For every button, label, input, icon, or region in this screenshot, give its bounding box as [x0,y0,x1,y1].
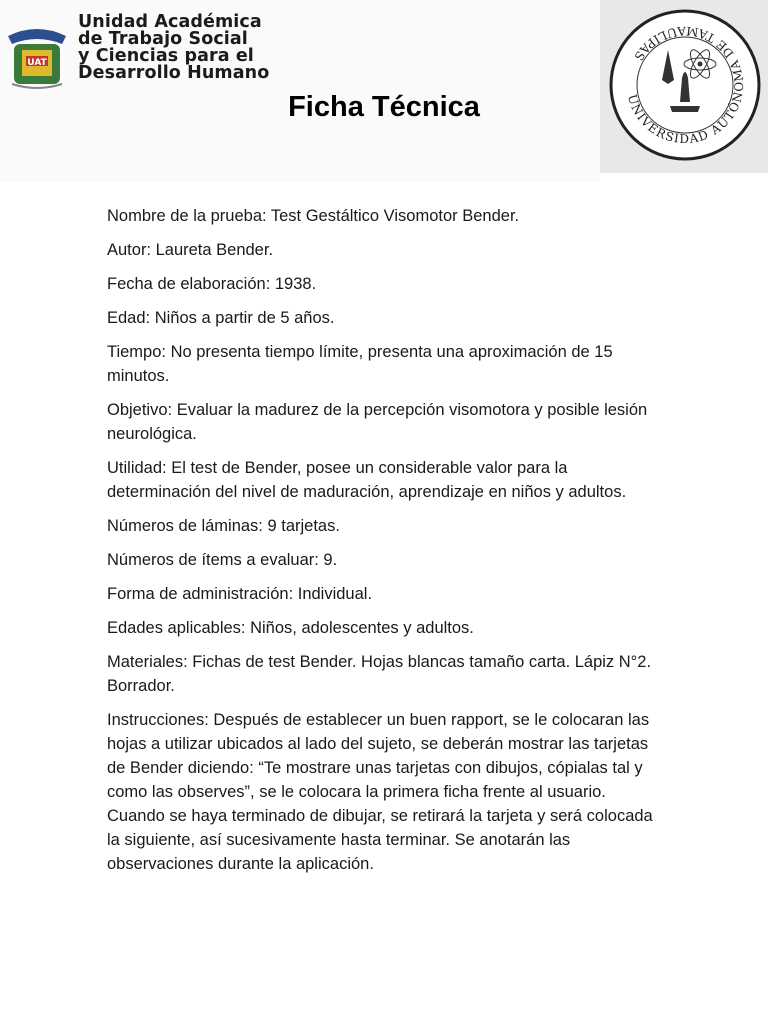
org-line: y Ciencias para el [78,46,254,66]
field-utilidad: Utilidad: El test de Bender, posee un considerable valor para la determinación del nivel de maduración, aprendizaje en niños y adultos. [107,459,627,501]
seal-lettering: UNIVERSIDAD AUTÓNOMA DE TAMAULIPAS [624,23,747,147]
org-line: Unidad Académica [78,12,262,32]
field-nombre: Nombre de la prueba: Test Gestáltico Visomotor Bender. [107,207,520,225]
seal-box [600,0,768,173]
document-body [107,204,667,886]
page-title: Ficha Técnica [288,91,480,123]
org-line: Desarrollo Humano [78,63,270,83]
field-tiempo: Tiempo: No presenta tiempo límite, presenta una aproximación de 15 minutos. [107,343,613,385]
university-seal-icon [608,6,762,164]
field-administracion: Forma de administración: Individual. [107,585,373,603]
field-autor: Autor: Laureta Bender. [107,241,274,259]
organization-name [78,14,269,82]
field-laminas: Números de láminas: 9 tarjetas. [107,517,340,535]
field-instrucciones: Instrucciones: Después de establecer un buen rapport, se le colocaran las hojas a utilizar ubicados al lado del sujeto, se deberán mostrar las tarjetas de Bender diciendo: “Te mostrare unas tarjetas con dibujos, cópialas tal y como las observes”, se le colocara la primera ficha frente al usuario. Cuando se haya terminado de dibujar, se retirará la tarjeta y será colocada la siguiente, así sucesivamente hasta terminar. Se anotarán las observaciones durante la aplicación. [107,711,653,873]
field-fecha: Fecha de elaboración: 1938. [107,275,317,293]
field-items: Números de ítems a evaluar: 9. [107,551,338,569]
org-line: de Trabajo Social [78,29,248,49]
field-edades: Edades aplicables: Niños, adolescentes y adultos. [107,619,474,637]
field-objetivo: Objetivo: Evaluar la madurez de la percepción visomotora y posible lesión neurológica. [107,401,648,443]
field-edad: Edad: Niños a partir de 5 años. [107,309,335,327]
crest-lettering: UAT [27,58,47,68]
university-crest-logo [4,14,70,90]
field-materiales: Materiales: Fichas de test Bender. Hojas blancas tamaño carta. Lápiz N°2. Borrador. [107,653,652,695]
